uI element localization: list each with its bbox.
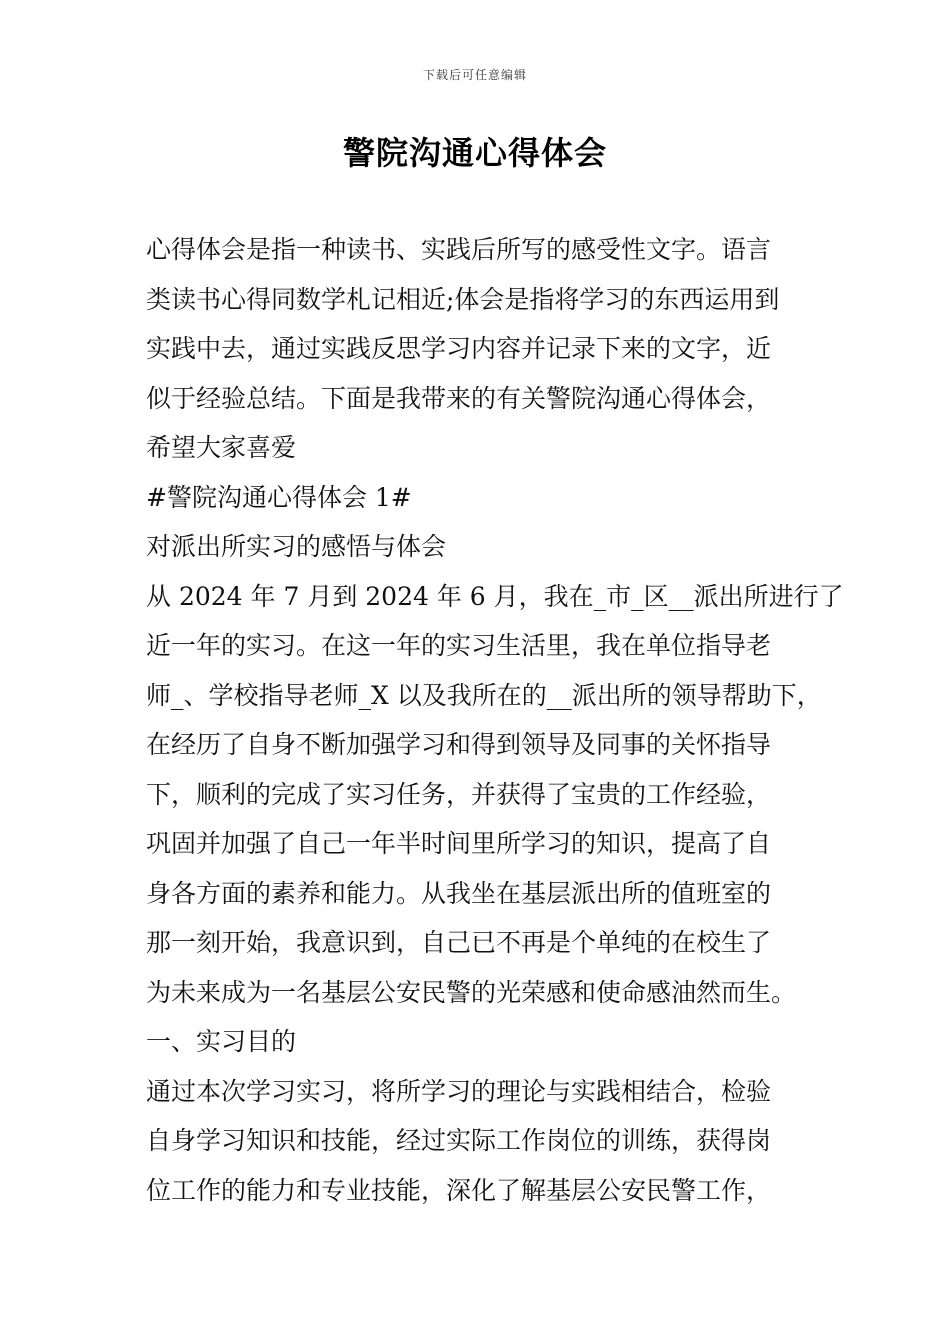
header-note: 下载后可任意编辑 (422, 68, 527, 82)
body-line: 自身学习知识和技能，经过实际工作岗位的训练，获得岗 (146, 1126, 772, 1155)
body-line: 巩固并加强了自己一年半时间里所学习的知识，提高了自 (146, 829, 772, 858)
body-line: 师_、学校指导老师_X 以及我所在的__派出所的领导帮助下， (146, 680, 822, 710)
body-line: 身各方面的素养和能力。从我坐在基层派出所的值班室的 (146, 878, 772, 908)
subsection-heading: 一、实习目的 (146, 1027, 297, 1056)
document-title: 警院沟通心得体会 (342, 134, 607, 172)
body-line: 似于经验总结。下面是我带来的有关警院沟通心得体会， (146, 383, 772, 413)
body-line: 从 2024 年 7 月到 2024 年 6 月，我在_市_区__派出所进行了 (146, 581, 844, 611)
body-line: 实践中去，通过实践反思学习内容并记录下来的文字，近 (146, 334, 772, 363)
body-line: 通过本次学习实习，将所学习的理论与实践相结合，检验 (146, 1076, 772, 1106)
body-line: 下，顺利的完成了实习任务，并获得了宝贵的工作经验， (146, 779, 772, 809)
body-line: 那一刻开始，我意识到，自己已不再是个单纯的在校生了 (146, 928, 772, 957)
body-line: 希望大家喜爱 (146, 433, 297, 462)
subsection-heading: 对派出所实习的感悟与体会 (146, 532, 447, 561)
body-line: 类读书心得同数学札记相近;体会是指将学习的东西运用到 (146, 284, 780, 314)
body-line: 为未来成为一名基层公安民警的光荣感和使命感油然而生。 (146, 977, 797, 1007)
body-line: 位工作的能力和专业技能，深化了解基层公安民警工作， (146, 1175, 772, 1205)
body-line: 近一年的实习。在这一年的实习生活里，我在单位指导老 (146, 631, 772, 660)
document-body (146, 225, 844, 1215)
body-line: 在经历了自身不断加强学习和得到领导及同事的关怀指导 (146, 730, 772, 759)
body-line: 心得体会是指一种读书、实践后所写的感受性文字。语言 (146, 235, 772, 264)
section-heading: #警院沟通心得体会 1# (146, 482, 412, 512)
